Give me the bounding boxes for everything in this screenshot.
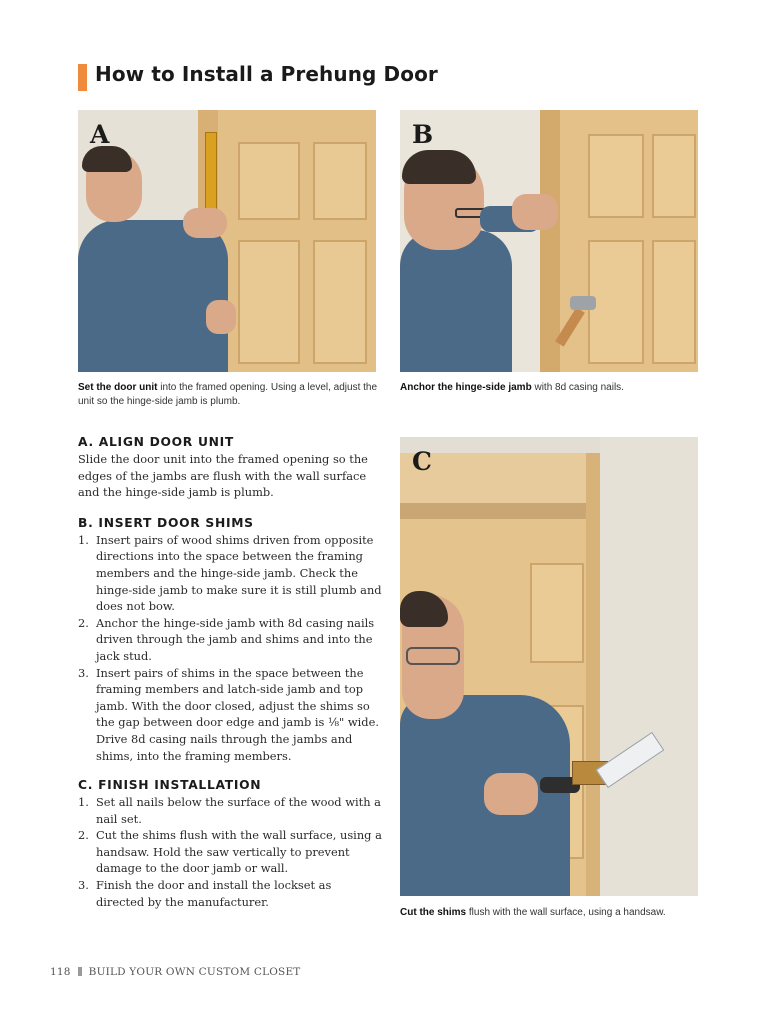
jamb-edge <box>400 503 586 519</box>
section-c-steps <box>78 794 383 910</box>
title-accent-bar <box>78 64 87 91</box>
door-jamb <box>540 110 560 372</box>
photo-c-cut-shims <box>400 437 698 896</box>
safety-glasses <box>406 647 460 665</box>
step-text: Insert pairs of shims in the space between the framing members and latch-side jamb and top jamb. With the door closed, adjust the shims so the gap between door edge and jamb is ⅛" wide. Drive 8d casing nails through the jambs and shims, into the framing members. <box>96 665 379 763</box>
section-b-heading: B. INSERT DOOR SHIMS <box>78 515 254 530</box>
footer-separator <box>78 967 82 976</box>
door-panel <box>652 240 696 364</box>
page-title: How to Install a Prehung Door <box>95 62 438 86</box>
page-footer <box>50 966 301 978</box>
door-panel <box>588 134 644 218</box>
photo-c-label: C <box>412 447 432 476</box>
caption-a-text: into the framed opening. Using a level, adjust the unit so the hinge-side jamb is plumb. <box>78 382 378 407</box>
caption-b-bold: Anchor the hinge-side jamb <box>400 382 532 393</box>
door-panel <box>652 134 696 218</box>
step-text: Insert pairs of wood shims driven from opposite directions into the space between the framing members and the hinge-side jamb. Check the hinge-side jamb to make sure it is still plumb and does not bow. <box>96 532 382 614</box>
step-text: Cut the shims flush with the wall surface, using a handsaw. Hold the saw vertically to prevent damage to the door jamb or wall. <box>96 828 382 876</box>
caption-c-text: flush with the wall surface, using a handsaw. <box>466 907 666 918</box>
section-c-heading: C. FINISH INSTALLATION <box>78 778 262 793</box>
step-number: 1. <box>78 532 89 547</box>
person-hand <box>183 208 227 238</box>
caption-c-bold: Cut the shims <box>400 907 467 918</box>
wall-surface <box>600 437 698 896</box>
person-hair <box>82 146 132 172</box>
step-text: Finish the door and install the lockset as directed by the manufacturer. <box>96 878 332 909</box>
step-item <box>78 615 383 665</box>
person-hand <box>484 773 538 815</box>
person-hand <box>512 194 558 230</box>
photo-a-label: A <box>90 120 110 149</box>
caption-b <box>400 381 700 395</box>
photo-a-set-door-unit <box>78 110 376 372</box>
page-number: 118 <box>50 966 71 978</box>
step-item <box>78 827 383 877</box>
step-item <box>78 877 383 910</box>
caption-a <box>78 381 378 409</box>
hammer-head-icon <box>570 296 596 310</box>
book-title: BUILD YOUR OWN CUSTOM CLOSET <box>88 966 301 978</box>
latch-jamb <box>586 453 600 896</box>
door-panel <box>530 563 584 663</box>
step-item <box>78 794 383 827</box>
person-shirt <box>400 230 512 372</box>
door-panel <box>238 240 300 364</box>
step-item <box>78 665 383 765</box>
section-a-heading: A. ALIGN DOOR UNIT <box>78 435 234 449</box>
photo-b-label: B <box>412 120 434 149</box>
step-number: 1. <box>78 795 89 810</box>
caption-c <box>400 906 700 920</box>
door-panel <box>238 142 300 220</box>
step-number: 3. <box>78 665 89 680</box>
door-panel <box>313 240 367 364</box>
door-panel <box>588 240 644 364</box>
section-b-steps <box>78 532 383 764</box>
person-hand <box>206 300 236 334</box>
person-shirt <box>78 220 228 372</box>
section-a-paragraph: Slide the door unit into the framed opening so the edges of the jambs are flush with the wall surface and the hinge-side jamb is plumb. <box>78 452 368 500</box>
step-number: 3. <box>78 878 89 893</box>
step-number: 2. <box>78 615 89 630</box>
step-item <box>78 532 383 615</box>
person-hair <box>402 150 476 184</box>
caption-a-bold: Set the door unit <box>78 382 158 393</box>
instructions-column <box>78 435 383 924</box>
step-text: Set all nails below the surface of the wood with a nail set. <box>96 795 381 826</box>
caption-b-text: with 8d casing nails. <box>531 382 624 393</box>
photo-b-anchor-jamb <box>400 110 698 372</box>
step-text: Anchor the hinge-side jamb with 8d casing nails driven through the jamb and shims and into the jack stud. <box>96 615 375 663</box>
door-panel <box>313 142 367 220</box>
step-number: 2. <box>78 828 89 843</box>
